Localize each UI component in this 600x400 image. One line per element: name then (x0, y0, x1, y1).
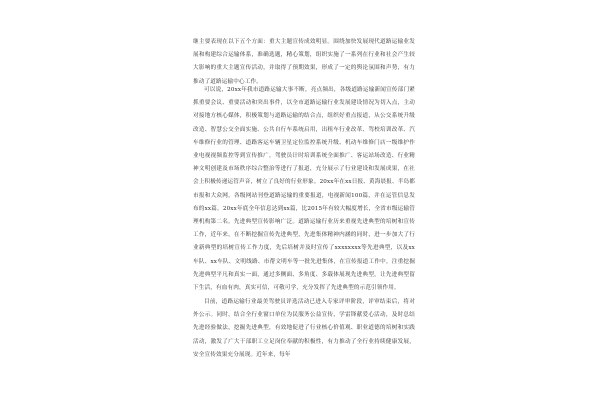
document-page (183, 0, 423, 400)
paragraph-2: 可以说，20xx年我市道路运输大事不断，亮点频出，各级道路运输新闻宣传部门紧抓重要会议、重要活动和突出事件，以全市道路运输行业发展建设情况为切入点，主动对接地方核心媒体，积极策划与道路运输的结合点，组织好重点报道，从公交系统升级改造、智慧公交全面实施、公共自行车系统启用，出租车行业改革、驾校培训改革、汽车维修行业的管理、道路客运车辆卫星定位监控系统升级、机动车维修门店一级维护作业电视视频监控等到宣传推广，驾驶员计时培训系统全面推广、客运站场改造、行业精神文明创建及市场秩序综合整治等进行了报道，充分展示了行业建设和发展成果，在社会上积极传递运管声音，树立了良好的行业形象。20xx年在xx日报、黄海晨报、半岛都市报和大众网，各级网站刊登道路运输的重要报道，电视新闻100篇，并在运管信息发布的xx篇。20xx年底全年信息达到xx篇，比2015年有较大幅度增长，全省市级运输管理机构第二名。先进典型宣传影响广泛。道路运输行业历来重视先进典型的培树和宣传工作，近年来，在不断挖掘宣传先进典型，先进集体精神内涵的同时，进一步加大了行业新典型的培树宣传工作力度，先后培树并及时宣传了xxxxxxxx等先进典型，以及xx车队、xx车队、文明线路、市帮文明车等一批先进集体，在宣传报道工作中，注重挖掘先进典型平凡和真实一面，通过多侧面、多角度、多载体展现先进典型，让先进典型留下生活，有血有肉，真实可信，可敬可学，充分发挥了先进典型的示范引领作用。 (193, 87, 415, 292)
paragraph-3: 目前，道路运输行业最美驾驶员评选活动已进入专家评审阶段，评审结束后，将对外公示。同时，结合全行业窗口单位为民服务公益宣传，学雷锋献爱心活动，及时总结先进经验做法，挖掘先进典型，有效地促进了行业核心价值观、职业道德的培树和实践活动，激发了广大干部职工立足岗位奉献的积极性，有力推动了全行业持续健康发展，安全宣传效果充分展现。近年来，每年 (193, 299, 415, 358)
paragraph-1: 继主要表现在以下五个方面：重大主题宣传成效明显。围绕加快发展现代道路运输业发展和构建综合运输体系，准确选题，精心策划，组织实施了一系列在行业和社会产生较大影响的重大主题宣传活动，并取得了预期效果，形成了一定的舆论氛围和声势，有力推动了道路运输中心工作。 (193, 39, 415, 85)
